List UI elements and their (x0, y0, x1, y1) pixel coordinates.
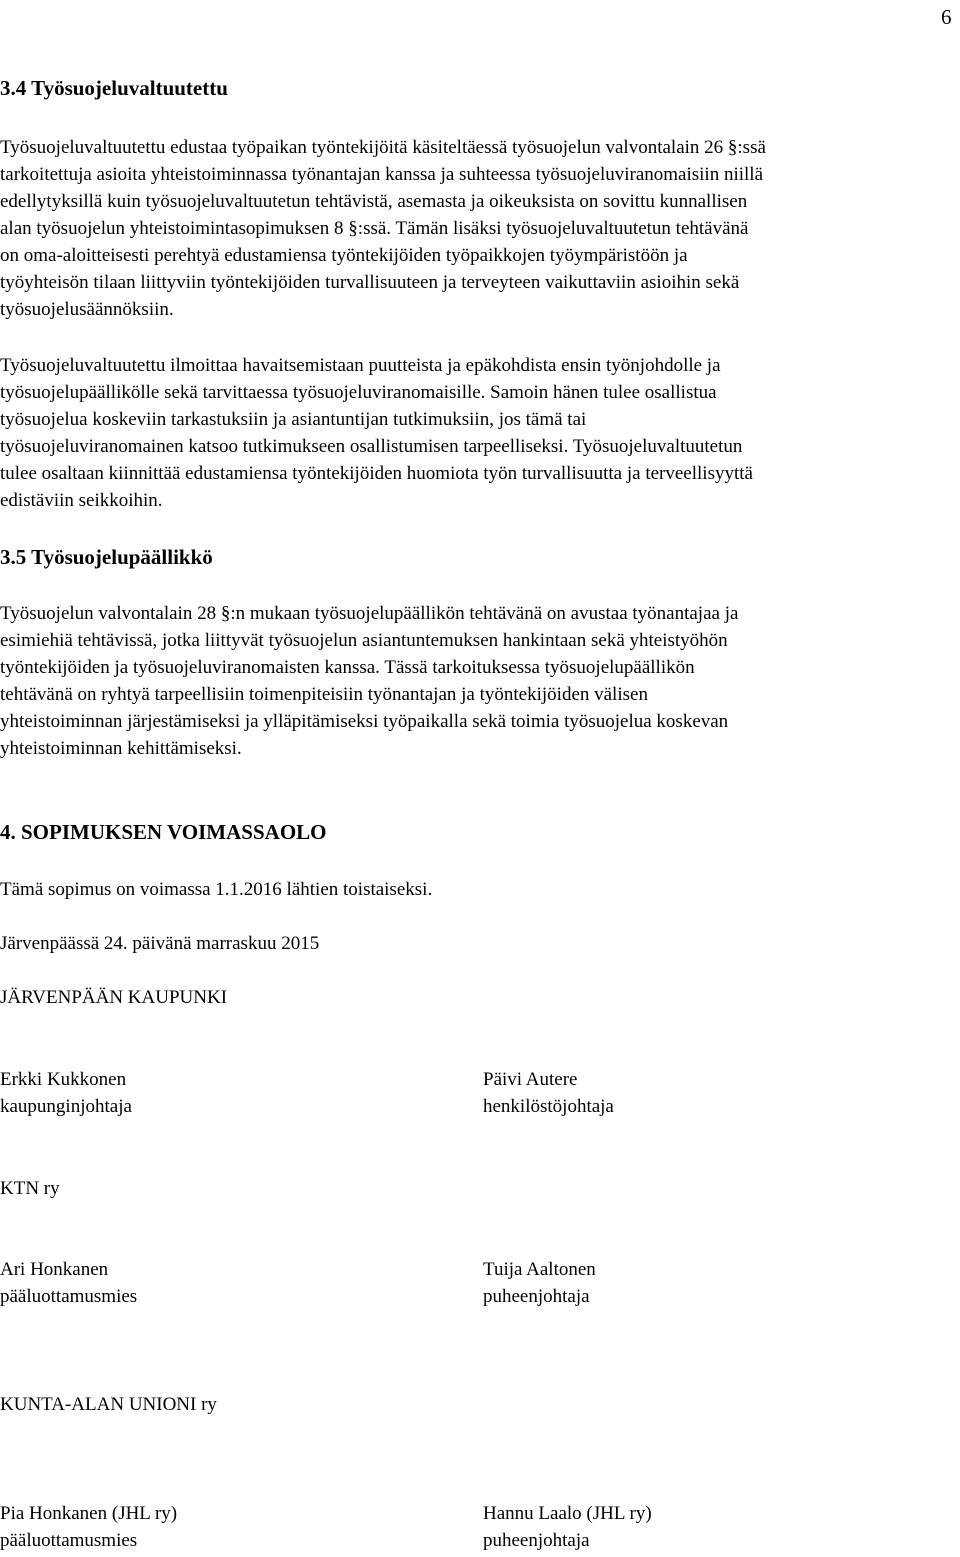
org-2-name: KTN ry (0, 1178, 60, 1199)
validity-statement: Tämä sopimus on voimassa 1.1.2016 lähtien toistaiseksi. (0, 879, 433, 900)
signatory-3-left-title: pääluottamusmies (0, 1530, 138, 1551)
text-line: työyhteisön tilaan liittyviin työntekijöiden turvallisuuteen ja terveyteen vaikuttaviin asioihin sekä (0, 272, 740, 293)
text-line: yhteistoiminnan kehittämiseksi. (0, 738, 242, 759)
text-line: edellytyksillä kuin työsuojeluvaltuutetun tehtävistä, asemasta ja oikeuksista on sovittu kunnallisen (0, 191, 748, 212)
text-line: työsuojelupäällikölle sekä tarvittaessa työsuojeluviranomaisille. Samoin hänen tulee osallistua (0, 382, 717, 403)
signatory-2-right-title: puheenjohtaja (483, 1286, 590, 1307)
text-line: työsuojeluviranomainen katsoo tutkimukseen osallistumisen tarpeelliseksi. Työsuojeluvaltuutetun (0, 436, 743, 457)
signatory-2-left-title: pääluottamusmies (0, 1286, 138, 1307)
section-3-5-paragraph (0, 600, 960, 762)
page-number: 6 (941, 5, 952, 29)
text-line: yhteistoiminnan järjestämiseksi ja ylläpitämiseksi työpaikalla sekä toimia työsuojelua koskevan (0, 711, 729, 732)
signatory-3-left-name: Pia Honkanen (JHL ry) (0, 1503, 178, 1524)
text-line: tehtävänä on ryhtyä tarpeellisiin toimenpiteisiin työnantajan ja työntekijöiden välisen (0, 684, 648, 705)
text-line: työsuojelusäännöksiin. (0, 299, 174, 320)
place-and-date: Järvenpäässä 24. päivänä marraskuu 2015 (0, 933, 320, 954)
section-3-5-heading: 3.5 Työsuojelupäällikkö (0, 545, 213, 569)
text-line: työntekijöiden ja työsuojeluviranomaisten kanssa. Tässä tarkoituksessa työsuojelupäällikön (0, 657, 695, 678)
signatory-1-right-title: henkilöstöjohtaja (483, 1096, 614, 1117)
text-line: tarkoitettuja asioita yhteistoiminnassa työnantajan kanssa ja suhteessa työsuojeluviranomaisiin niillä (0, 164, 764, 185)
text-line: edistäviin seikkoihin. (0, 490, 163, 511)
signatory-1-right-name: Päivi Autere (483, 1069, 578, 1090)
signatory-3-right-title: puheenjohtaja (483, 1530, 590, 1551)
section-4-heading: 4. SOPIMUKSEN VOIMASSAOLO (0, 820, 327, 844)
signatory-2-right-name: Tuija Aaltonen (483, 1259, 596, 1280)
signatory-3-right-name: Hannu Laalo (JHL ry) (483, 1503, 652, 1524)
signatory-1-left-name: Erkki Kukkonen (0, 1069, 127, 1090)
text-line: tulee osaltaan kiinnittää edustamiensa työntekijöiden huomiota työn turvallisuutta ja terveellisyyttä (0, 463, 753, 484)
section-3-4-paragraph-1 (0, 134, 960, 323)
signatory-2-left-name: Ari Honkanen (0, 1259, 109, 1280)
text-line: Työsuojelun valvontalain 28 §:n mukaan työsuojelupäällikön tehtävänä on avustaa työnantajaa ja (0, 603, 739, 624)
org-1-name: JÄRVENPÄÄN KAUPUNKI (0, 987, 228, 1008)
org-3-name: KUNTA-ALAN UNIONI ry (0, 1394, 217, 1415)
signatory-1-left-title: kaupunginjohtaja (0, 1096, 132, 1117)
text-line: Työsuojeluvaltuutettu ilmoittaa havaitsemistaan puutteista ja epäkohdista ensin työnjohdolle ja (0, 355, 721, 376)
text-line: on oma-aloitteisesti perehtyä edustamiensa työntekijöiden työpaikkojen työympäristöön ja (0, 245, 688, 266)
text-line: esimiehiä tehtävissä, jotka liittyvät työsuojelun asiantuntemuksen hankintaan sekä yhteistyöhön (0, 630, 728, 651)
text-line: alan työsuojelun yhteistoimintasopimuksen 8 §:ssä. Tämän lisäksi työsuojeluvaltuutetun tehtävänä (0, 218, 749, 239)
section-3-4-heading: 3.4 Työsuojeluvaltuutettu (0, 76, 228, 100)
text-line: työsuojelua koskeviin tarkastuksiin ja asiantuntijan tutkimuksiin, jos tämä tai (0, 409, 587, 430)
text-line: Työsuojeluvaltuutettu edustaa työpaikan työntekijöitä käsiteltäessä työsuojelun valvontalain 26 §:ssä (0, 137, 766, 158)
section-3-4-paragraph-2 (0, 352, 960, 514)
